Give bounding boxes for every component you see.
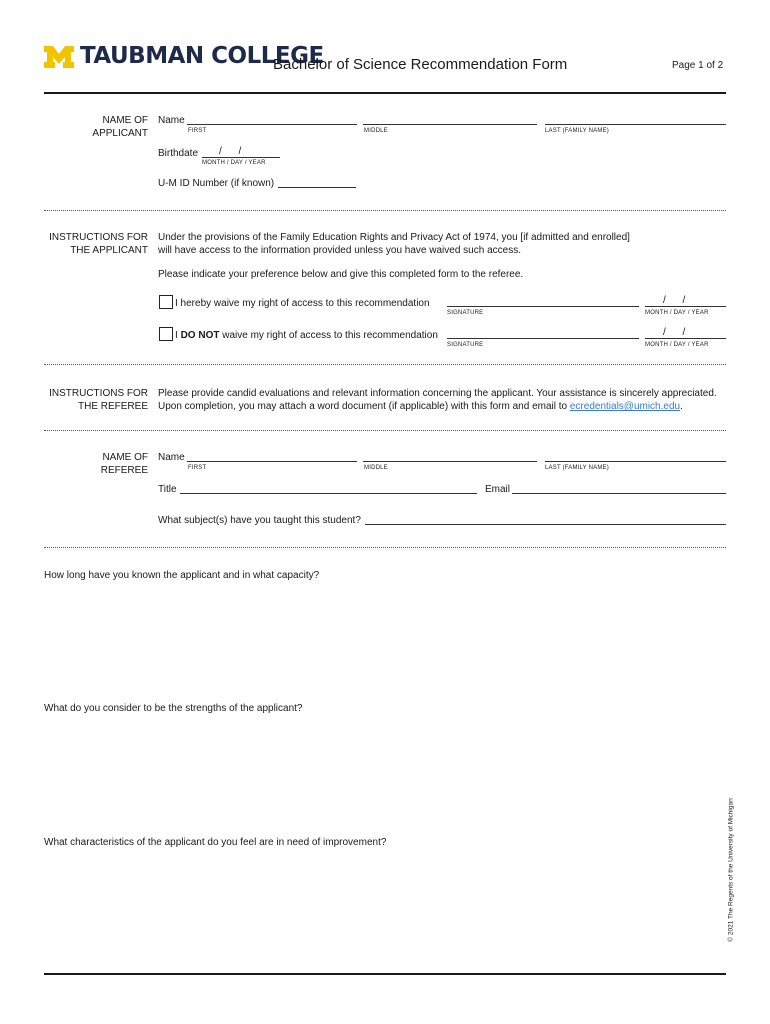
answer-strengths[interactable]	[44, 718, 714, 828]
applicant-section-label: NAME OF APPLICANT	[92, 115, 148, 139]
referee-instructions: Please provide candid evaluations and relevant information concerning the applicant. Your assistance is sincerely appreciated. Upon completion, you may attach a word document (if applicable) with this form and email to ecredentials@umich.edu.	[158, 388, 717, 412]
block-m-logo	[44, 46, 74, 68]
ecredentials-email-link[interactable]: ecredentials@umich.edu	[569, 401, 681, 412]
section-divider	[44, 547, 726, 548]
applicant-last-name-field[interactable]	[545, 124, 726, 125]
referee-last-name-field[interactable]	[545, 461, 726, 462]
answer-improvement[interactable]	[44, 852, 714, 962]
referee-section-label: NAME OF REFEREE	[100, 452, 148, 476]
referee-title-label: Title	[158, 484, 177, 495]
not-waive-date-field[interactable]	[645, 338, 726, 339]
not-waive-access-label: I DO NOT waive my right of access to this recommendation	[175, 330, 438, 341]
footer-rule	[44, 973, 726, 975]
waive-access-label: I hereby waive my right of access to this recommendation	[175, 298, 430, 309]
form-title: Bachelor of Science Recommendation Form	[273, 56, 568, 73]
ferpa-notice: Under the provisions of the Family Education Rights and Privacy Act of 1974, you [if admitted and enrolled] will have access to the information provided unless you have waived such access.	[158, 232, 630, 256]
not-waive-date-slashes: / /	[663, 327, 686, 338]
instructions-applicant-label: INSTRUCTIONS FOR THE APPLICANT	[49, 232, 148, 256]
applicant-name-label: Name	[158, 115, 185, 126]
referee-title-field[interactable]	[180, 493, 477, 494]
question-known-applicant: How long have you known the applicant and in what capacity?	[44, 570, 320, 581]
section-divider	[44, 364, 726, 365]
middle-caption: MIDDLE	[364, 465, 388, 471]
answer-known-applicant[interactable]	[44, 585, 714, 695]
waive-date-caption: MONTH / DAY / YEAR	[645, 310, 709, 316]
not-waive-signature-caption: SIGNATURE	[447, 342, 484, 348]
college-logo-text: TAUBMAN COLLEGE	[80, 43, 324, 69]
waive-signature-caption: SIGNATURE	[447, 310, 484, 316]
first-caption: FIRST	[188, 128, 207, 134]
applicant-first-name-field[interactable]	[187, 124, 357, 125]
header-rule	[44, 92, 726, 94]
copyright-notice: © 2021 The Regents of the University of Michigan	[727, 798, 735, 942]
not-waive-signature-field[interactable]	[447, 338, 639, 339]
instructions-referee-label: INSTRUCTIONS FOR THE REFEREE	[49, 388, 148, 412]
preference-instruction: Please indicate your preference below and give this completed form to the referee.	[158, 269, 524, 280]
question-strengths: What do you consider to be the strengths of the applicant?	[44, 703, 303, 714]
referee-email-field[interactable]	[512, 493, 726, 494]
section-divider	[44, 210, 726, 211]
last-caption: LAST (FAMILY NAME)	[545, 128, 609, 134]
section-divider	[44, 430, 726, 431]
umid-field[interactable]	[278, 187, 356, 188]
page-indicator: Page 1 of 2	[672, 60, 724, 71]
birthdate-label: Birthdate	[158, 148, 199, 159]
umid-label: U-M ID Number (if known)	[158, 178, 275, 189]
not-waive-access-checkbox[interactable]	[159, 327, 173, 341]
waive-date-field[interactable]	[645, 306, 726, 307]
applicant-middle-name-field[interactable]	[363, 124, 537, 125]
subjects-taught-label: What subject(s) have you taught this student?	[158, 515, 361, 526]
last-caption: LAST (FAMILY NAME)	[545, 465, 609, 471]
not-waive-date-caption: MONTH / DAY / YEAR	[645, 342, 709, 348]
question-improvement: What characteristics of the applicant do you feel are in need of improvement?	[44, 837, 387, 848]
referee-email-label: Email	[485, 484, 511, 495]
first-caption: FIRST	[188, 465, 207, 471]
subjects-taught-field[interactable]	[365, 524, 726, 525]
waive-signature-field[interactable]	[447, 306, 639, 307]
birthdate-slashes: / /	[219, 146, 242, 157]
referee-first-name-field[interactable]	[187, 461, 357, 462]
referee-name-label: Name	[158, 452, 185, 463]
middle-caption: MIDDLE	[364, 128, 388, 134]
waive-date-slashes: / /	[663, 295, 686, 306]
waive-access-checkbox[interactable]	[159, 295, 173, 309]
birthdate-format-caption: MONTH / DAY / YEAR	[202, 160, 266, 166]
referee-middle-name-field[interactable]	[363, 461, 537, 462]
